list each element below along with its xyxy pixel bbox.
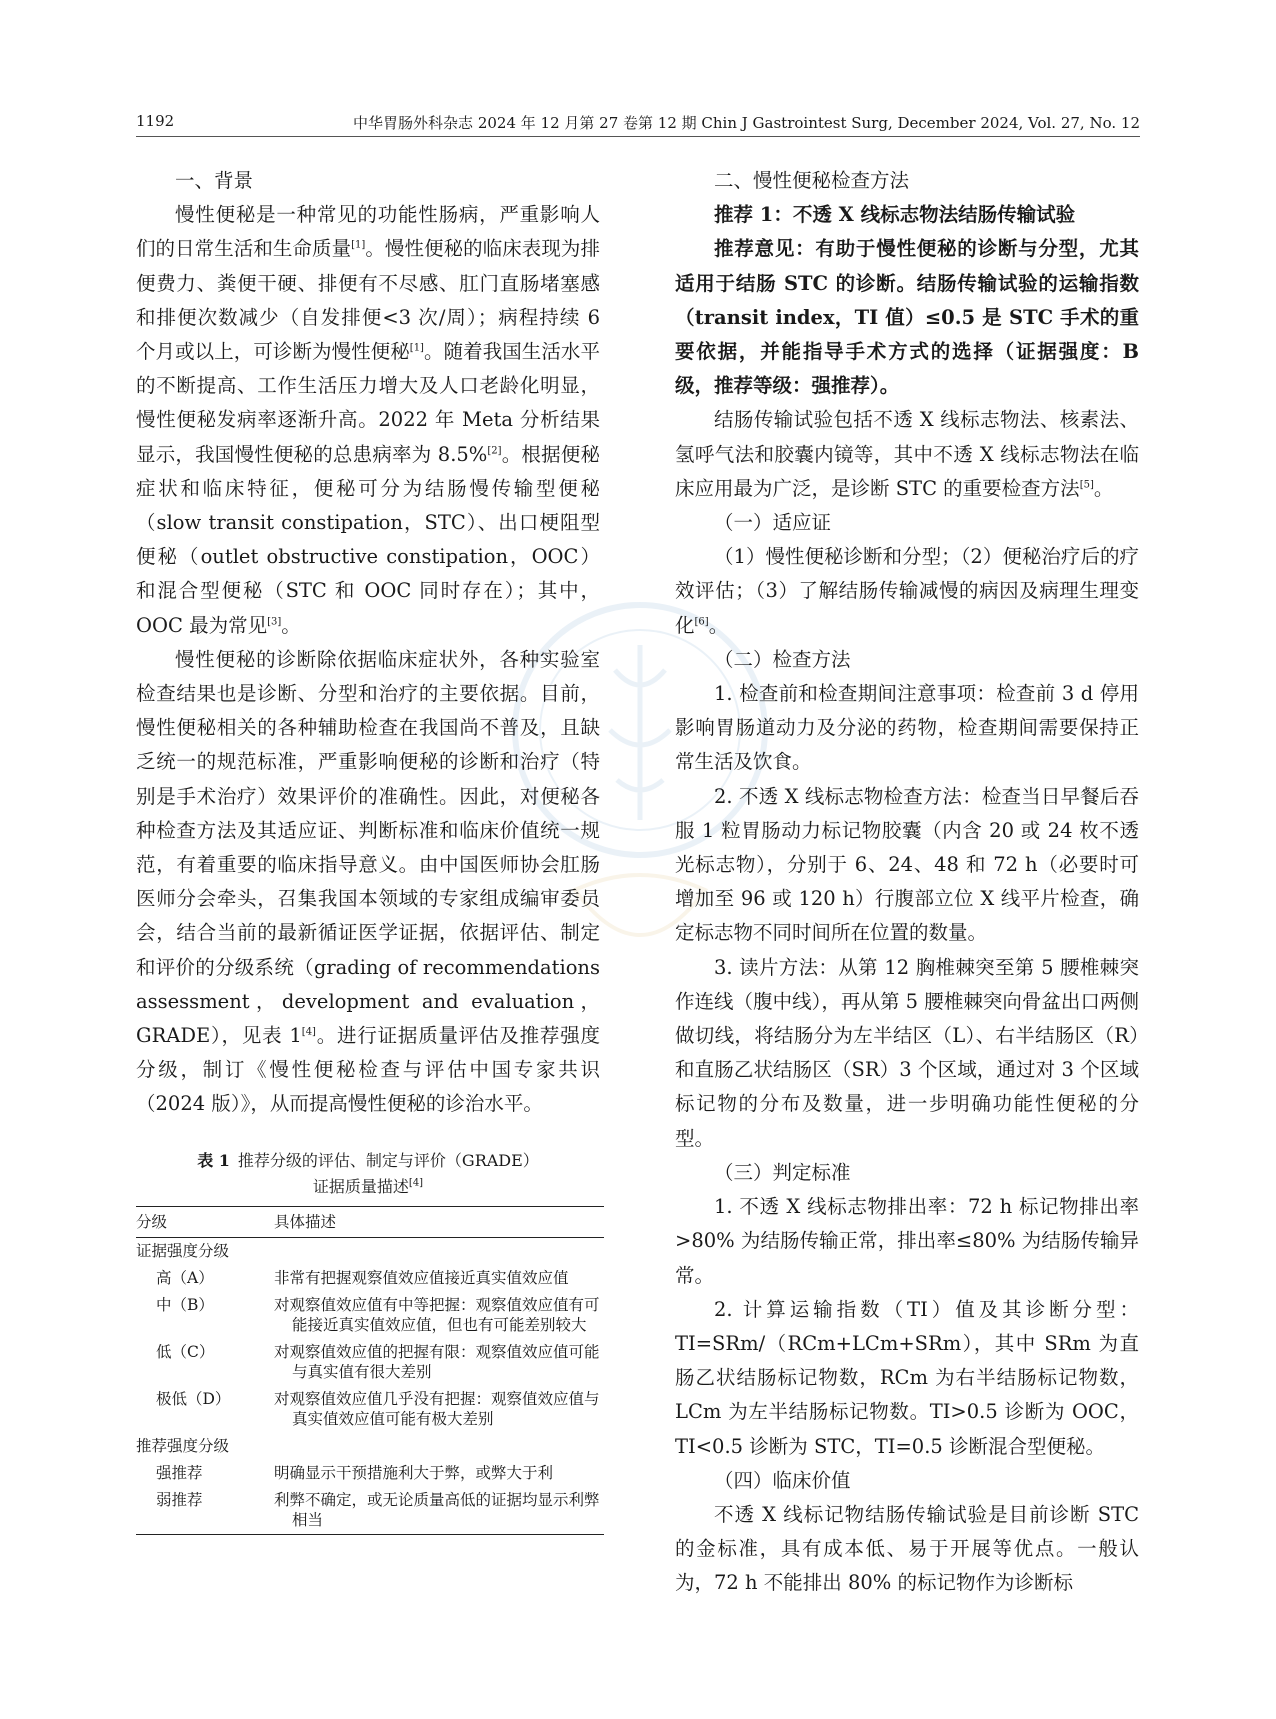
table-group-row	[136, 1433, 604, 1460]
table-cell-grade: 极低（D）	[156, 1389, 231, 1408]
right-column	[675, 164, 1139, 1601]
subheading-indications: （一）适应证	[714, 511, 832, 535]
table-row	[136, 1339, 604, 1386]
table-cell-grade: 高（A）	[156, 1268, 214, 1287]
subheading-methods: （二）检查方法	[714, 647, 851, 671]
ref-marker: [1]	[351, 239, 366, 251]
journal-citation: 中华胃肠外科杂志 2024 年 12 月第 27 卷第 12 期 Chin J Gastrointest Surg, December 2024, Vol. 27, No. 12	[353, 114, 1140, 132]
table-caption: 表 1 推荐分级的评估、制定与评价（GRADE） 证据质量描述[4]	[197, 1150, 539, 1196]
section-heading-background: 一、背景	[175, 169, 254, 192]
table-cell-description: 非常有把握观察值效应值接近真实值效应值	[274, 1268, 569, 1287]
table-cell-description: 对观察值效应值有中等把握：观察值效应值有可 能接近真实值效应值，但也有可能差别较大	[274, 1295, 600, 1334]
background-paragraph-2: 慢性便秘的诊断除依据临床症状外，各种实验室检查结果也是诊断、分型和治疗的主要依据。目前，慢性便秘相关的各种辅助检查在我国尚不普及，且缺乏统一的规范标准，严重影响便秘的诊断和治疗（特别是手术治疗）效果评价的准确性。因此，对便秘各种检查方法及其适应证、判断标准和临床价值统一规范，有着重要的临床指导意义。由中国医师协会肛肠医师分会牵头，召集我国本领域的专家组成编审委员会，结合当前的最新循证医学证据，依据评估、制定和评价的分级系统（grading of recommendations assessment，development and evaluation，GRADE），见表 1[4]。进行证据质量评估及推荐强度分级，制订《慢性便秘检查与评估中国专家共识（2024 版）》，从而提高慢性便秘的诊治水平。	[136, 647, 600, 1116]
ref-marker: [6]	[694, 616, 709, 628]
table-cell-grade: 低（C）	[156, 1342, 215, 1361]
grade-table	[136, 1206, 604, 1535]
method-step-2: 2. 不透 X 线标志物检查方法：检查当日早餐后吞服 1 粒胃肠动力标记物胶囊（内含 20 或 24 枚不透光标志物），分别于 6、24、48 和 72 h（必要时可增加至 96 或 120 h）行腹部立位 X 线平片检查，确定标志物不同时间所在位置的数量。	[675, 784, 1139, 945]
subheading-criteria: （三）判定标准	[714, 1160, 851, 1184]
table-row	[136, 1487, 604, 1535]
ref-marker: [5]	[1079, 479, 1094, 491]
ref-marker: [3]	[267, 616, 282, 628]
criteria-2: 2. 计算运输指数（TI）值及其诊断分型：TI=SRm/（RCm+LCm+SRm），其中 SRm 为直肠乙状结肠标记物数，RCm 为右半结肠标记物数，LCm 为左半结肠标记物数。TI>0.5 诊断为 OOC，TI<0.5 诊断为 STC，TI=0.5 诊断混合型便秘。	[675, 1297, 1139, 1458]
table-number: 表 1	[197, 1150, 230, 1170]
table-row	[136, 1265, 604, 1292]
table-cell-grade: 弱推荐	[156, 1490, 203, 1509]
left-column	[136, 164, 600, 1535]
table-cell-grade: 中（B）	[156, 1295, 214, 1314]
table-row	[136, 1460, 604, 1487]
recommendation-title: 推荐 1：不透 X 线标志物法结肠传输试验	[714, 203, 1076, 227]
methods-paragraph-1: 结肠传输试验包括不透 X 线标志物法、核素法、氢呼气法和胶囊内镜等，其中不透 X 线标志物法在临床应用最为广泛，是诊断 STC 的重要检查方法[5]。	[675, 408, 1139, 500]
indications-paragraph: （1）慢性便秘诊断和分型；（2）便秘治疗后的疗效评估；（3）了解结肠传输减慢的病因及病理生理变化[6]。	[675, 545, 1139, 637]
recommendation-opinion: 推荐意见：有助于慢性便秘的诊断与分型，尤其适用于结肠 STC 的诊断。结肠传输试验的运输指数（transit index，TI 值）≤0.5 是 STC 手术的重要依据，并能指导手术方式的选择（证据强度：B 级，推荐等级：强推荐）。	[675, 237, 1139, 398]
method-step-1: 1. 检查前和检查期间注意事项：检查前 3 d 停用影响胃肠道动力及分泌的药物，检查期间需要保持正常生活及饮食。	[675, 682, 1139, 774]
criteria-1: 1. 不透 X 线标志物排出率：72 h 标记物排出率>80% 为结肠传输正常，排出率≤80% 为结肠传输异常。	[675, 1195, 1139, 1287]
table-group-label: 推荐强度分级	[136, 1436, 230, 1455]
table-cell-description: 对观察值效应值几乎没有把握：观察值效应值与 真实值效应值可能有极大差别	[274, 1389, 600, 1428]
table-cell-description: 对观察值效应值的把握有限：观察值效应值可能 与真实值有很大差别	[274, 1342, 600, 1381]
running-header	[136, 112, 1140, 137]
table-header-grade: 分级	[136, 1212, 168, 1231]
table-cell-grade: 强推荐	[156, 1463, 203, 1482]
ref-marker: [2]	[487, 445, 502, 457]
table-group-row	[136, 1237, 604, 1265]
table-cell-description: 利弊不确定，或无论质量高低的证据均显示利弊 相当	[274, 1490, 600, 1529]
clinical-value-paragraph: 不透 X 线标记物结肠传输试验是目前诊断 STC 的金标准，具有成本低、易于开展等优点。一般认为，72 h 不能排出 80% 的标记物作为诊断标	[675, 1502, 1139, 1595]
method-step-3: 3. 读片方法：从第 12 胸椎棘突至第 5 腰椎棘突作连线（腹中线），再从第 5 腰椎棘突向骨盆出口两侧做切线，将结肠分为左半结区（L）、右半结肠区（R）和直肠乙状结肠区（SR）3 个区域，通过对 3 个区域标记物的分布及数量，进一步明确功能性便秘的分型。	[675, 955, 1139, 1150]
ref-marker: [4]	[408, 1177, 424, 1189]
table-header-description: 具体描述	[274, 1212, 337, 1231]
page-number: 1192	[136, 112, 175, 130]
table-group-label: 证据强度分级	[136, 1241, 230, 1260]
table-row	[136, 1292, 604, 1339]
subheading-clinical-value: （四）临床价值	[714, 1468, 851, 1492]
table-cell-description: 明确显示干预措施利大于弊，或弊大于利	[274, 1463, 554, 1482]
ref-marker: [4]	[301, 1026, 316, 1038]
background-paragraph-1: 慢性便秘是一种常见的功能性肠病，严重影响人们的日常生活和生命质量[1]。慢性便秘的临床表现为排便费力、粪便干硬、排便有不尽感、肛门直肠堵塞感和排便次数减少（自发排便<3 次/周）；病程持续 6 个月或以上，可诊断为慢性便秘[1]。随着我国生活水平的不断提高、工作生活压力增大及人口老龄化明显，慢性便秘发病率逐渐升高。2022 年 Meta 分析结果显示，我国慢性便秘的总患病率为 8.5%[2]。根据便秘症状和临床特征，便秘可分为结肠慢传输型便秘（slow transit constipation，STC）、出口梗阻型便秘（outlet obstructive constipation，OOC）和混合型便秘（STC 和 OOC 同时存在）；其中，OOC 最为常见[3]。	[136, 203, 600, 637]
table-row	[136, 1386, 604, 1433]
section-heading-methods: 二、慢性便秘检查方法	[714, 169, 910, 192]
ref-marker: [1]	[409, 342, 424, 354]
